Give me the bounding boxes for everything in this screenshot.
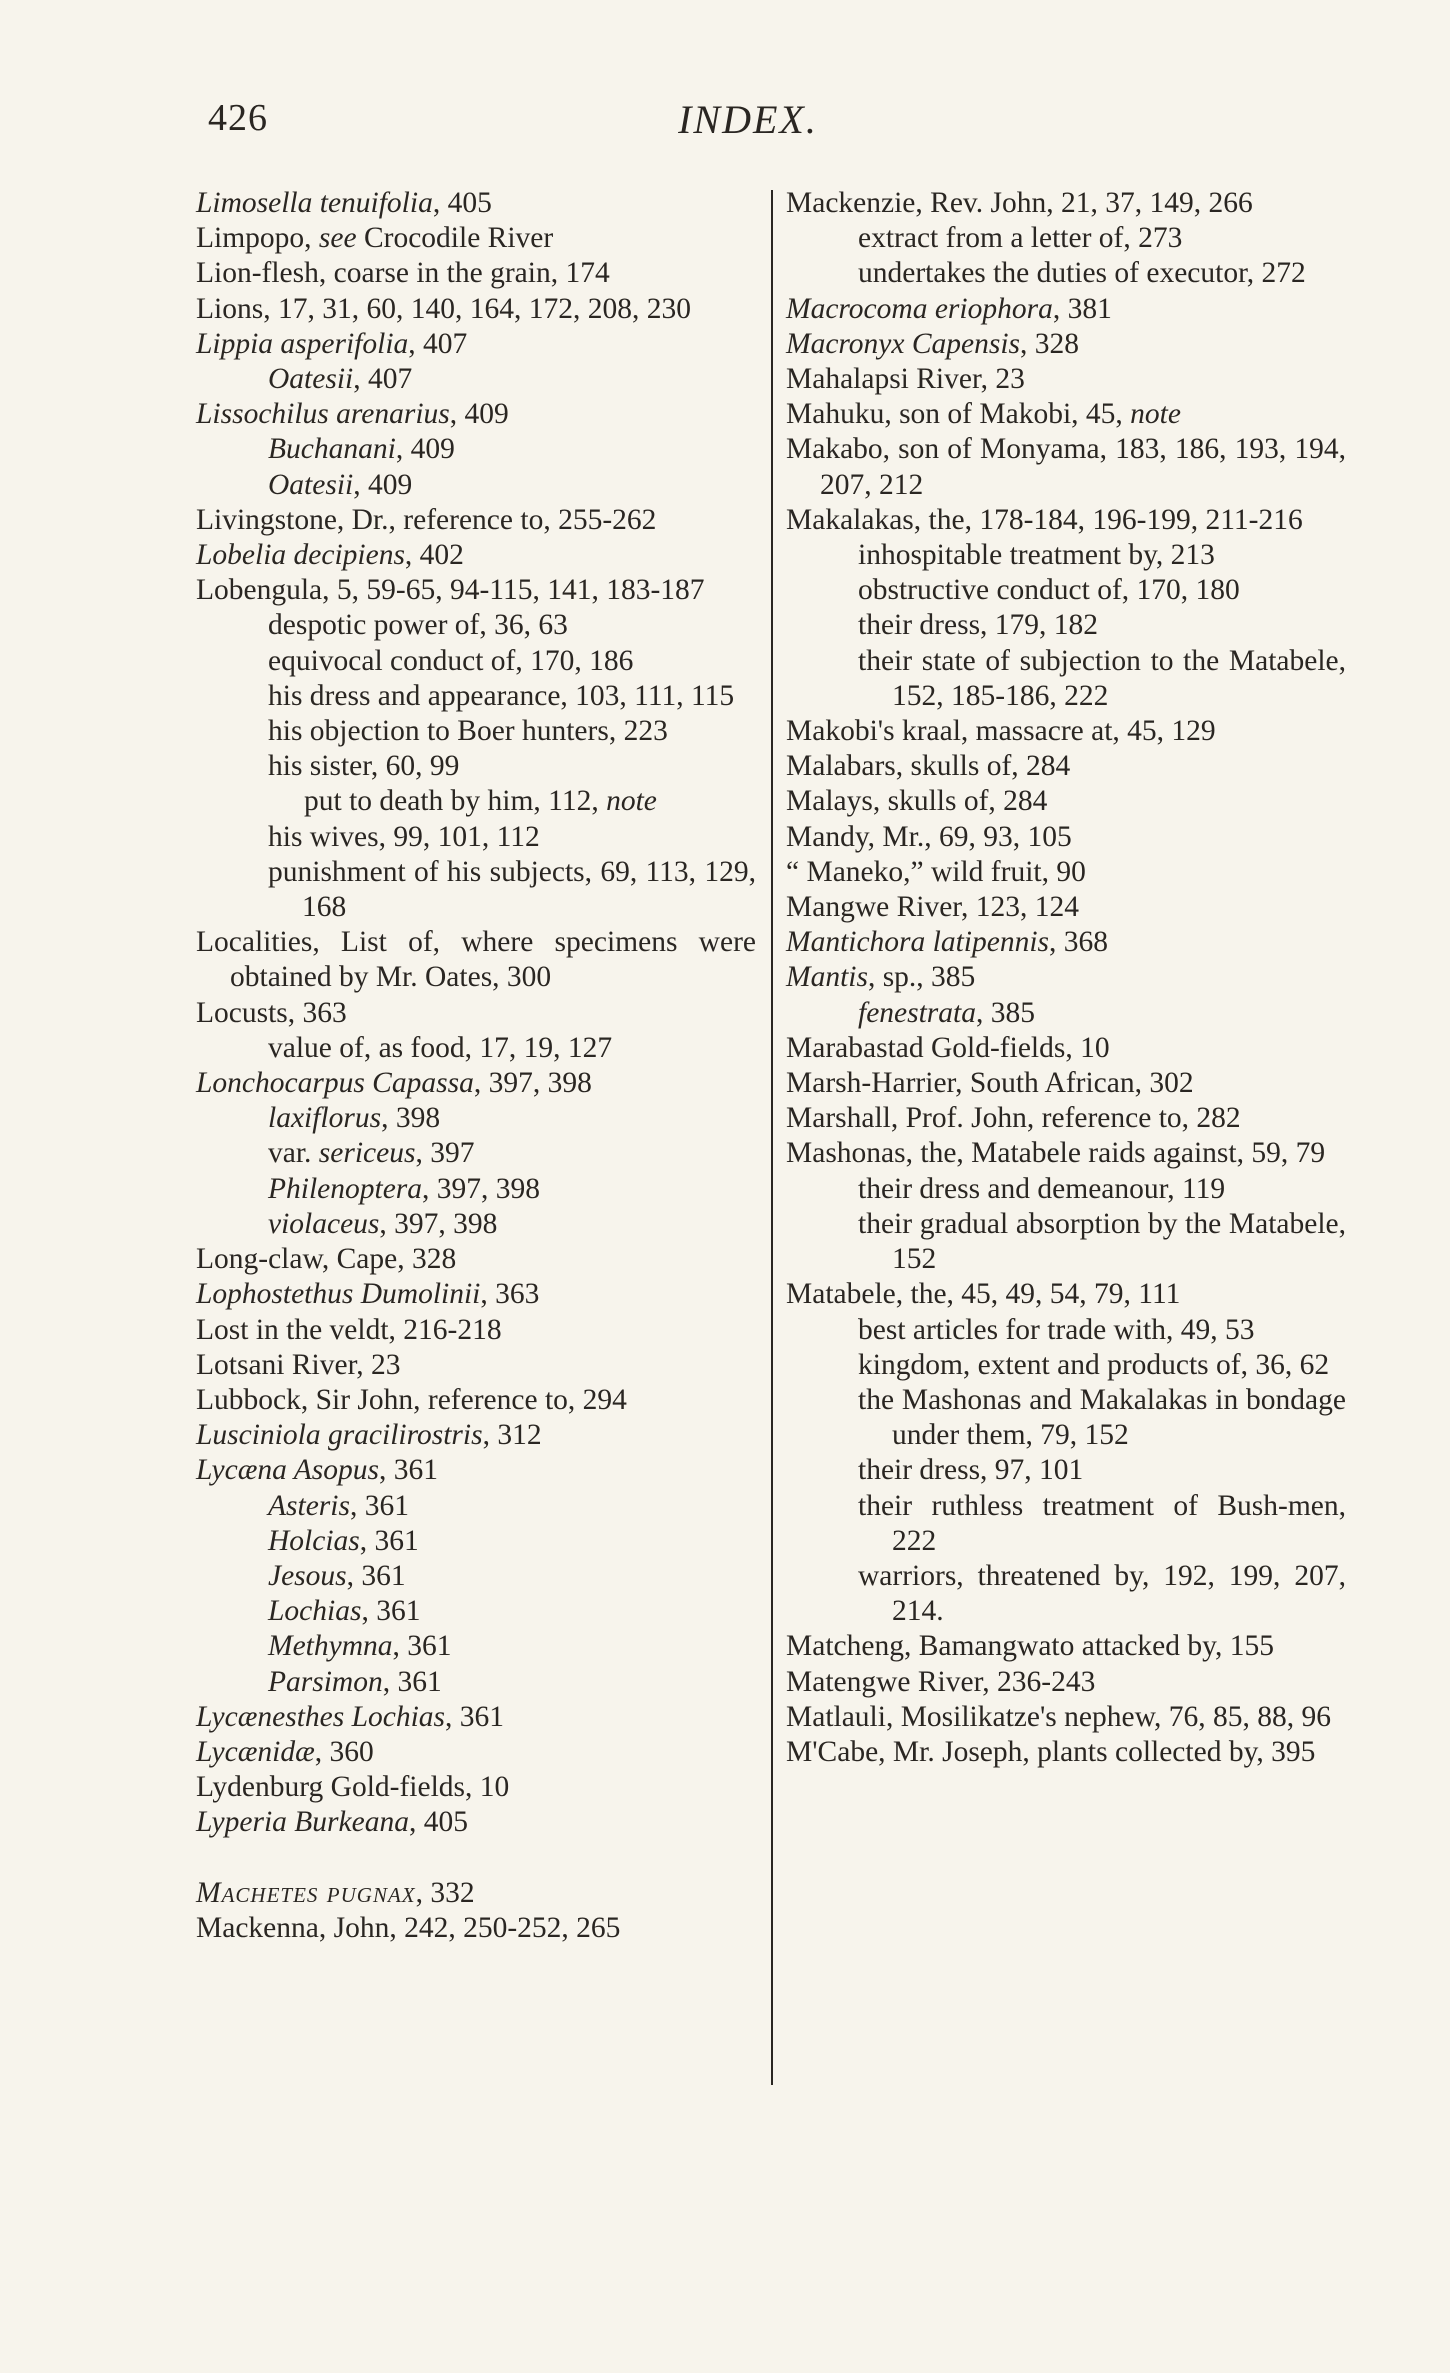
index-entry — [786, 503, 1346, 538]
entry-term-italic: violaceus — [268, 1207, 380, 1240]
entry-term-italic: Lycænidæ — [196, 1735, 315, 1768]
entry-text: obstructive conduct of, 170, 180 — [858, 574, 1240, 607]
index-entry — [196, 397, 756, 432]
entry-text: his dress and appearance, 103, 111, 115 — [268, 679, 735, 712]
index-entry — [196, 503, 756, 538]
entry-text: , 397 — [415, 1137, 475, 1170]
index-entry — [786, 749, 1346, 784]
index-subentry — [858, 1348, 1346, 1383]
entry-term-italic: fenestrata — [858, 996, 976, 1029]
entry-text: , 405 — [432, 187, 492, 219]
index-entry — [786, 397, 1346, 432]
index-entry — [786, 362, 1346, 397]
index-entry — [196, 221, 756, 256]
page-header — [208, 96, 1288, 146]
index-entry — [196, 1418, 756, 1453]
entry-term-italic: sericeus — [318, 1137, 416, 1170]
entry-text: kingdom, extent and products of, 36, 62 — [858, 1348, 1330, 1381]
entry-text: Lubbock, Sir John, reference to, 294 — [196, 1383, 627, 1416]
index-entry — [196, 1700, 756, 1735]
entry-text: his sister, 60, 99 — [268, 750, 460, 783]
index-subentry — [268, 1489, 756, 1524]
entry-term-italic: Lycænesthes Lochias — [196, 1700, 446, 1733]
index-entry — [786, 432, 1346, 502]
entry-text: Livingstone, Dr., reference to, 255-262 — [196, 503, 657, 536]
entry-text: “ Maneko,” wild fruit, 90 — [786, 855, 1086, 888]
index-entry — [786, 820, 1346, 855]
index-entry — [786, 1066, 1346, 1101]
index-entry — [786, 327, 1346, 362]
entry-text: their dress, 97, 101 — [858, 1454, 1084, 1487]
index-subentry — [268, 679, 756, 714]
entry-text: , 328 — [1020, 327, 1080, 360]
entry-term-italic: note — [606, 785, 657, 818]
index-entry — [196, 1313, 756, 1348]
index-subentry — [858, 1453, 1346, 1488]
index-subentry — [268, 1594, 756, 1629]
index-entry — [196, 1805, 756, 1840]
entry-text: , 361 — [359, 1524, 419, 1557]
index-subentry — [268, 1101, 756, 1136]
index-subentry — [858, 538, 1346, 573]
index-subentry — [858, 221, 1346, 256]
entry-text: equivocal conduct of, 170, 186 — [268, 644, 634, 677]
entry-term-italic: Limosella tenuifolia — [196, 187, 433, 219]
entry-text: Lobengula, 5, 59-65, 94-115, 141, 183-187 — [196, 574, 705, 607]
entry-text: , 397, 398 — [473, 1067, 592, 1100]
entry-text: , 405 — [408, 1806, 468, 1839]
entry-text: Mashonas, the, Matabele raids against, 59, 79 — [786, 1137, 1326, 1170]
entry-text: , sp., 385 — [867, 961, 976, 994]
entry-text: , 361 — [445, 1700, 505, 1733]
entry-text: Matcheng, Bamangwato attacked by, 155 — [786, 1630, 1274, 1663]
entry-text: , 361 — [361, 1595, 421, 1628]
entry-text: Mahuku, son of Makobi, 45, — [786, 398, 1131, 431]
index-subentry — [268, 1031, 756, 1066]
index-subentry — [268, 432, 756, 467]
entry-text: , 360 — [314, 1735, 374, 1768]
entry-text: , 363 — [480, 1278, 540, 1311]
entry-text: Matabele, the, 45, 49, 54, 79, 111 — [786, 1278, 1181, 1311]
entry-text: , 397, 398 — [379, 1207, 498, 1240]
entry-text: their state of subjection to the Matabele, 152, 185-186, 222 — [858, 644, 1346, 712]
index-entry — [196, 1277, 756, 1312]
entry-text: Long-claw, Cape, 328 — [196, 1243, 457, 1276]
index-entry — [786, 925, 1346, 960]
index-entry — [786, 714, 1346, 749]
index-subentry — [858, 1489, 1346, 1559]
entry-text: , 361 — [378, 1454, 438, 1487]
entry-term-italic: Macronyx Capensis — [786, 327, 1021, 360]
entry-term-italic: Jesous — [268, 1559, 347, 1592]
entry-term-italic: Philenoptera — [268, 1172, 423, 1205]
index-entry — [196, 1735, 756, 1770]
index-entry — [196, 573, 756, 608]
entry-term-italic: Lycæna Asopus — [196, 1454, 379, 1487]
index-entry — [786, 292, 1346, 327]
entry-text: Lion-flesh, coarse in the grain, 174 — [196, 257, 610, 290]
entry-text: best articles for trade with, 49, 53 — [858, 1313, 1255, 1346]
index-entry — [196, 1770, 756, 1805]
entry-text: Locusts, 363 — [196, 996, 347, 1029]
entry-text: Crocodile River — [356, 222, 554, 255]
index-entry — [786, 890, 1346, 925]
entry-text: his wives, 99, 101, 112 — [268, 820, 540, 853]
index-entry — [786, 1629, 1346, 1664]
entry-text: Localities, List of, where specimens were obtained by Mr. Oates, 300 — [196, 926, 756, 994]
entry-text: , 332 — [415, 1876, 475, 1909]
index-entry — [786, 186, 1346, 221]
index-entry — [196, 1453, 756, 1488]
entry-text: , 407 — [353, 363, 413, 396]
index-column-right — [786, 186, 1346, 1770]
index-entry — [196, 996, 756, 1031]
index-entry — [786, 784, 1346, 819]
index-entry — [196, 327, 756, 362]
index-subentry — [268, 362, 756, 397]
entry-text: , 361 — [382, 1665, 442, 1698]
index-subentry — [304, 784, 756, 819]
entry-text: M'Cabe, Mr. Joseph, plants collected by, 395 — [786, 1735, 1316, 1768]
index-entry — [786, 1735, 1346, 1770]
index-subentry — [268, 468, 756, 503]
entry-text: Makabo, son of Monyama, 183, 186, 193, 194, 207, 212 — [786, 433, 1346, 501]
entry-text: , 397, 398 — [422, 1172, 541, 1205]
entry-text: , 409 — [449, 398, 509, 431]
entry-text: Mahalapsi River, 23 — [786, 363, 1025, 396]
index-subentry — [268, 1665, 756, 1700]
entry-term-italic: Oatesii — [268, 363, 354, 396]
entry-text: Malabars, skulls of, 284 — [786, 750, 1071, 783]
index-entry — [786, 1665, 1346, 1700]
index-subentry — [268, 749, 756, 784]
entry-text: Makobi's kraal, massacre at, 45, 129 — [786, 715, 1216, 748]
entry-term-italic: Machetes pugnax — [196, 1876, 416, 1909]
entry-text: Lotsani River, 23 — [196, 1348, 401, 1381]
index-entry — [196, 1911, 756, 1946]
index-subentry — [858, 1559, 1346, 1629]
entry-term-italic: Macrocoma eriophora — [786, 292, 1053, 325]
entry-term-italic: Buchanani — [268, 433, 396, 466]
index-entry — [196, 1348, 756, 1383]
entry-text: despotic power of, 36, 63 — [268, 609, 568, 642]
entry-term-italic: note — [1130, 398, 1181, 431]
index-subentry — [858, 1313, 1346, 1348]
index-subentry — [268, 608, 756, 643]
entry-term-italic: Lyperia Burkeana — [196, 1806, 409, 1839]
entry-text: their dress and demeanour, 119 — [858, 1172, 1226, 1205]
entry-text: , 409 — [353, 468, 413, 501]
entry-text: , 361 — [392, 1630, 452, 1663]
index-subentry — [268, 1524, 756, 1559]
entry-text: Makalakas, the, 178-184, 196-199, 211-216 — [786, 503, 1303, 536]
entry-text: , 402 — [404, 539, 464, 572]
entry-term-italic: Mantichora latipennis — [786, 926, 1050, 959]
index-entry — [196, 1242, 756, 1277]
entry-text: put to death by him, 112, — [304, 785, 607, 818]
entry-text: , 407 — [408, 327, 468, 360]
index-subentry — [268, 820, 756, 855]
entry-term-italic: Lonchocarpus Capassa — [196, 1067, 474, 1100]
entry-text: , 361 — [346, 1559, 406, 1592]
running-head: INDEX. — [678, 97, 818, 142]
index-subentry — [858, 996, 1346, 1031]
index-entry — [196, 186, 756, 221]
entry-text: Lydenburg Gold-fields, 10 — [196, 1771, 510, 1804]
index-subentry — [858, 1383, 1346, 1453]
index-subentry — [268, 714, 756, 749]
entry-text: their gradual absorption by the Matabele, 152 — [858, 1207, 1346, 1276]
entry-text: his objection to Boer hunters, 223 — [268, 715, 668, 748]
entry-term-italic: Lophostethus Dumolinii — [196, 1278, 481, 1311]
entry-term-italic: Parsimon — [268, 1665, 383, 1698]
index-entry — [786, 855, 1346, 890]
entry-text: , 312 — [482, 1419, 542, 1452]
index-entry — [196, 1876, 756, 1911]
entry-term-italic: Lusciniola gracilirostris — [196, 1419, 483, 1452]
entry-term-italic: Asteris — [268, 1489, 350, 1522]
entry-text: Lions, 17, 31, 60, 140, 164, 172, 208, 230 — [196, 292, 691, 325]
entry-text: Marsh-Harrier, South African, 302 — [786, 1067, 1194, 1100]
entry-term-italic: Holcias — [268, 1524, 360, 1557]
index-entry — [786, 1700, 1346, 1735]
index-entry — [786, 1101, 1346, 1136]
entry-text: Mackenna, John, 242, 250-252, 265 — [196, 1911, 621, 1944]
entry-text: undertakes the duties of executor, 272 — [858, 257, 1306, 290]
entry-text: Mackenzie, Rev. John, 21, 37, 149, 266 — [786, 187, 1253, 219]
index-subentry — [858, 1207, 1346, 1277]
page-number: 426 — [208, 97, 268, 139]
entry-text: the Mashonas and Makalakas in bondage under them, 79, 152 — [858, 1383, 1346, 1452]
entry-term-italic: laxiflorus — [268, 1102, 382, 1135]
entry-term-italic: Methymna — [268, 1630, 393, 1663]
index-entry — [196, 1066, 756, 1101]
entry-text: Malays, skulls of, 284 — [786, 785, 1048, 818]
entry-text: Marabastad Gold-fields, 10 — [786, 1031, 1110, 1064]
entry-text: warriors, threatened by, 192, 199, 207, 214. — [858, 1559, 1346, 1628]
column-divider — [771, 190, 773, 2085]
entry-term-italic: Lippia asperifolia — [196, 327, 409, 360]
index-subentry — [858, 573, 1346, 608]
entry-text: , 368 — [1049, 926, 1109, 959]
index-subentry — [268, 644, 756, 679]
index-subentry — [268, 1207, 756, 1242]
entry-term-italic: Oatesii — [268, 468, 354, 501]
entry-text: , 385 — [976, 996, 1035, 1029]
index-entry — [196, 256, 756, 291]
index-subentry — [268, 855, 756, 925]
entry-text: Matlauli, Mosilikatze's nephew, 76, 85, 88, 96 — [786, 1700, 1331, 1733]
index-entry — [786, 1031, 1346, 1066]
index-entry — [786, 1136, 1346, 1171]
entry-text: their ruthless treatment of Bush-men, 222 — [858, 1489, 1346, 1557]
index-entry — [196, 925, 756, 995]
entry-text: Mandy, Mr., 69, 93, 105 — [786, 820, 1072, 853]
index-subentry — [268, 1629, 756, 1664]
index-subentry — [268, 1172, 756, 1207]
index-entry — [196, 538, 756, 573]
index-subentry — [268, 1559, 756, 1594]
entry-text: , 361 — [349, 1489, 409, 1522]
entry-text: inhospitable treatment by, 213 — [858, 539, 1215, 572]
index-subentry — [858, 256, 1346, 291]
index-entry — [196, 292, 756, 327]
entry-text: , 381 — [1052, 292, 1112, 325]
entry-text: Matengwe River, 236-243 — [786, 1665, 1096, 1698]
index-subentry — [858, 1172, 1346, 1207]
entry-text: Limpopo, — [196, 222, 319, 255]
index-subentry — [858, 608, 1346, 643]
entry-text: Mangwe River, 123, 124 — [786, 891, 1079, 924]
entry-text: their dress, 179, 182 — [858, 609, 1099, 642]
index-column-left — [196, 186, 756, 1946]
entry-text: Marshall, Prof. John, reference to, 282 — [786, 1102, 1241, 1135]
index-entry — [196, 1383, 756, 1418]
entry-text: , 409 — [395, 433, 455, 466]
entry-text: , 398 — [381, 1102, 441, 1135]
entry-text: value of, as food, 17, 19, 127 — [268, 1031, 613, 1064]
entry-text: Lost in the veldt, 216-218 — [196, 1313, 502, 1346]
entry-term-italic: Lochias — [268, 1595, 362, 1628]
entry-text: var. — [268, 1137, 319, 1170]
index-entry — [786, 1277, 1346, 1312]
entry-term-italic: see — [318, 222, 357, 255]
entry-term-italic: Lobelia decipiens — [196, 539, 405, 572]
entry-text: punishment of his subjects, 69, 113, 129, 168 — [268, 855, 756, 924]
index-subentry — [858, 644, 1346, 714]
index-subentry — [268, 1136, 756, 1171]
entry-term-italic: Lissochilus arenarius — [196, 398, 450, 431]
index-entry — [786, 960, 1346, 995]
entry-term-italic: Mantis — [786, 961, 868, 994]
entry-text: extract from a letter of, 273 — [858, 222, 1183, 255]
